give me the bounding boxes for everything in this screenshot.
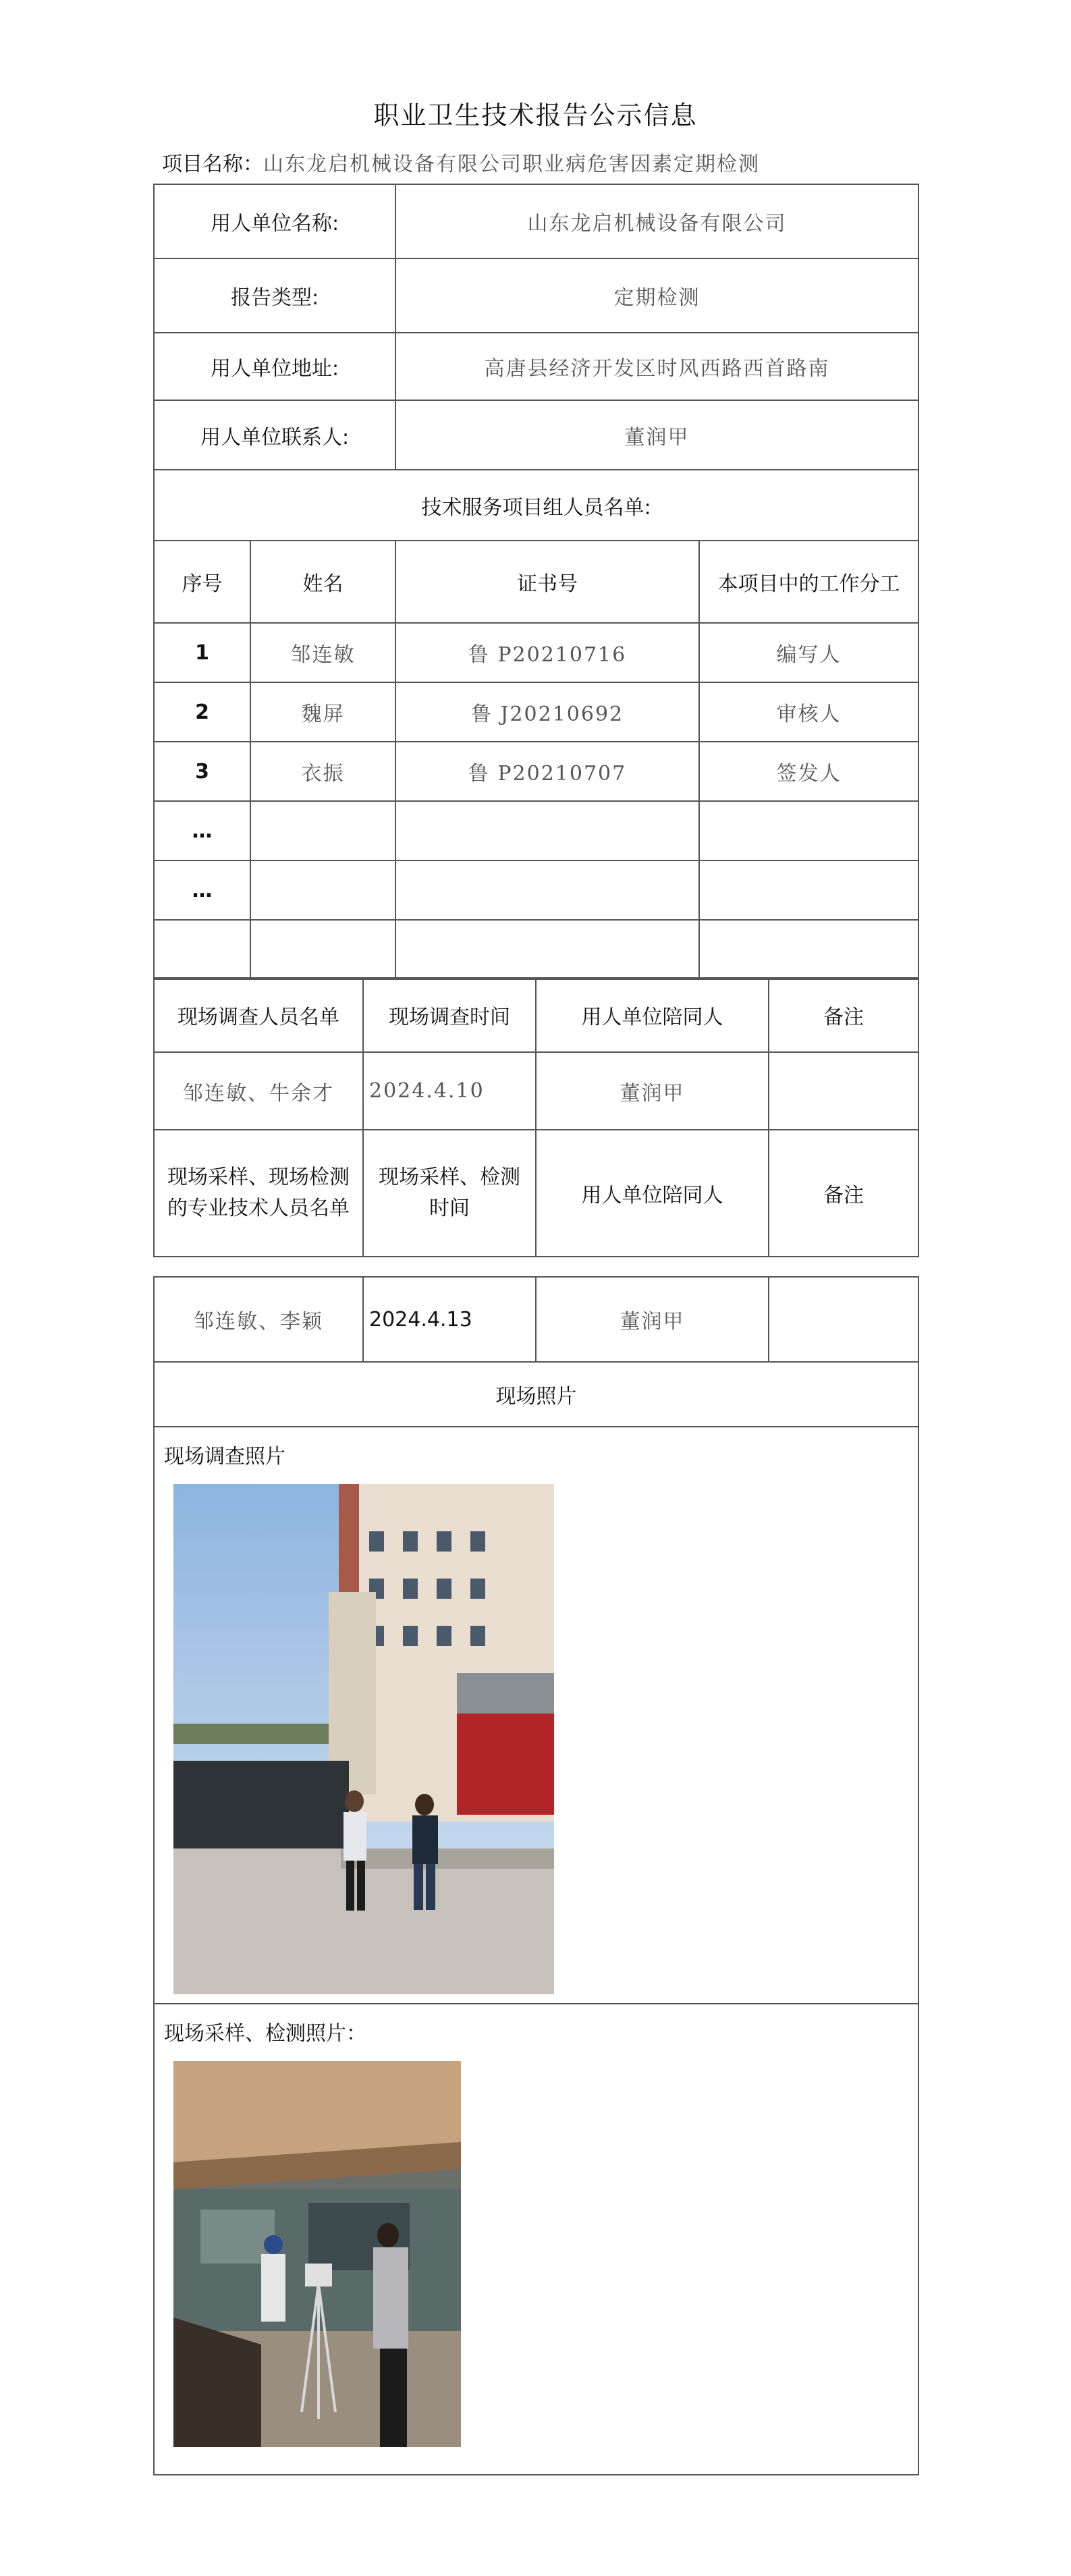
survey-header-companion: 用人单位陪同人 xyxy=(536,978,769,1052)
table-row xyxy=(154,860,918,920)
team-row-name xyxy=(250,860,395,920)
project-name xyxy=(162,147,760,177)
survey-photo-label: 现场调查照片 xyxy=(164,1445,285,1469)
survey-table xyxy=(153,977,919,1257)
sampling-photo-label: 现场采样、检测照片： xyxy=(164,2022,366,2046)
team-row-no: … xyxy=(154,860,250,920)
photos-title: 现场照片 xyxy=(154,1362,918,1427)
team-row-role xyxy=(699,920,918,979)
unit-name-label: 用人单位名称: xyxy=(154,184,395,258)
team-header-name: 姓名 xyxy=(250,541,395,623)
team-header-role: 本项目中的工作分工 xyxy=(699,541,918,623)
table-row xyxy=(154,920,918,979)
team-title: 技术服务项目组人员名单: xyxy=(154,470,918,541)
sampling-note xyxy=(769,1277,918,1362)
team-header-no: 序号 xyxy=(154,541,250,623)
team-row-role: 签发人 xyxy=(699,742,918,801)
unit-contact-label: 用人单位联系人: xyxy=(154,400,395,470)
unit-address-value: 高唐县经济开发区时风西路西首路南 xyxy=(395,333,918,400)
team-row-name: 邹连敏 xyxy=(250,623,395,682)
sampling-header-people: 现场采样、现场检测的专业技术人员名单 xyxy=(154,1130,363,1257)
report-info-table xyxy=(153,184,919,980)
sampling-people: 邹连敏、李颖 xyxy=(154,1277,363,1362)
table-row xyxy=(154,742,918,801)
survey-people: 邹连敏、牛余才 xyxy=(154,1052,363,1130)
survey-header-note: 备注 xyxy=(769,978,918,1052)
team-row-cert xyxy=(395,860,699,920)
team-row-name xyxy=(250,801,395,860)
page-title: 职业卫生技术报告公示信息 xyxy=(373,101,698,130)
team-row-no xyxy=(154,920,250,979)
team-row-role xyxy=(699,801,918,860)
team-row-cert: 鲁 P20210716 xyxy=(395,623,699,682)
sampling-header-companion: 用人单位陪同人 xyxy=(536,1130,769,1257)
report-type-label: 报告类型: xyxy=(154,258,395,333)
sampling-photo-table xyxy=(153,1276,919,2475)
team-row-name: 魏屏 xyxy=(250,682,395,742)
sampling-photo-cell xyxy=(154,2004,918,2475)
survey-header-time: 现场调查时间 xyxy=(363,978,536,1052)
team-row-no: … xyxy=(154,801,250,860)
team-row-cert xyxy=(395,801,699,860)
team-row-role: 编写人 xyxy=(699,623,918,682)
team-row-role xyxy=(699,860,918,920)
project-label: 项目名称： xyxy=(162,153,263,176)
sampling-header-note: 备注 xyxy=(769,1130,918,1257)
sampling-photo xyxy=(173,2061,461,2447)
survey-photo-cell xyxy=(154,1427,918,2004)
survey-time: 2024.4.10 xyxy=(363,1052,536,1130)
report-type-value: 定期检测 xyxy=(395,258,918,333)
unit-name-value: 山东龙启机械设备有限公司 xyxy=(395,184,918,258)
survey-header-people: 现场调查人员名单 xyxy=(154,978,363,1052)
team-row-cert: 鲁 J20210692 xyxy=(395,682,699,742)
team-row-cert: 鲁 P20210707 xyxy=(395,742,699,801)
sampling-companion: 董润甲 xyxy=(536,1277,769,1362)
table-row xyxy=(154,801,918,860)
team-row-cert xyxy=(395,920,699,979)
sampling-header-time: 现场采样、检测时间 xyxy=(363,1130,536,1257)
team-row-role: 审核人 xyxy=(699,682,918,742)
team-row-no: 3 xyxy=(154,742,250,801)
table-row xyxy=(154,623,918,682)
team-row-no: 2 xyxy=(154,682,250,742)
survey-photo xyxy=(173,1484,554,1994)
team-header-cert: 证书号 xyxy=(395,541,699,623)
team-row-no: 1 xyxy=(154,623,250,682)
unit-contact-value: 董润甲 xyxy=(395,400,918,470)
sampling-time: 2024.4.13 xyxy=(363,1277,536,1362)
project-value: 山东龙启机械设备有限公司职业病危害因素定期检测 xyxy=(263,153,760,176)
survey-note xyxy=(769,1052,918,1130)
table-row xyxy=(154,682,918,742)
team-row-name: 衣振 xyxy=(250,742,395,801)
team-row-name xyxy=(250,920,395,979)
survey-companion: 董润甲 xyxy=(536,1052,769,1130)
unit-address-label: 用人单位地址: xyxy=(154,333,395,400)
